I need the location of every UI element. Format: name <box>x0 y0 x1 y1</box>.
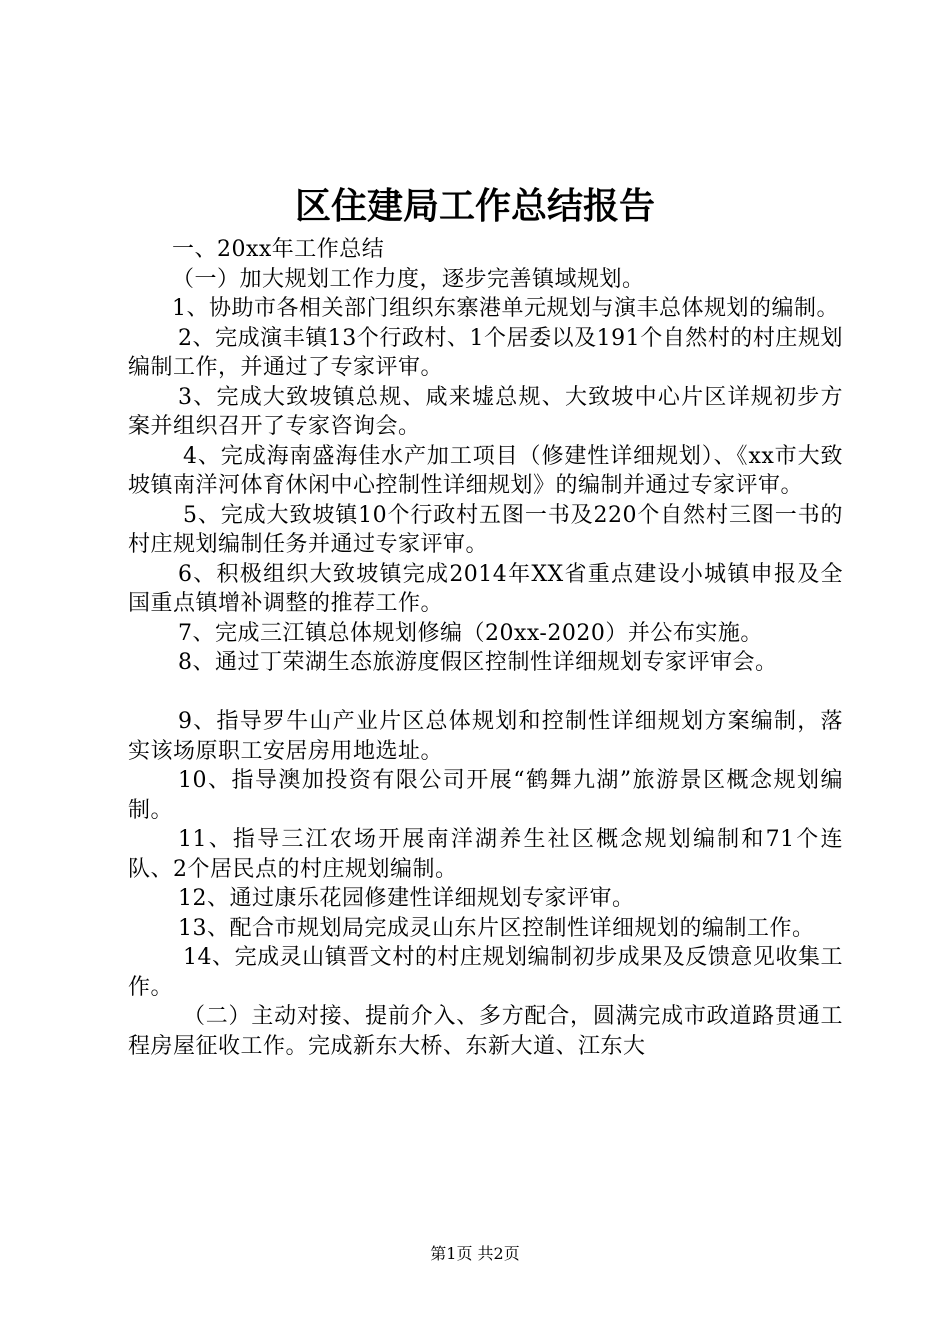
paragraph <box>128 678 843 708</box>
paragraph: 5、完成大致坡镇10个行政村五图一书及220个自然村三图一书的村庄规划编制任务并通过专家评审。 <box>128 502 843 557</box>
paragraph: 12、通过康乐花园修建性详细规划专家评审。 <box>178 886 635 911</box>
page-footer: 第1页 共2页 <box>430 1244 520 1263</box>
paragraph: 10、指导澳加投资有限公司开展“鹤舞九湖”旅游景区概念规划编制。 <box>128 768 843 823</box>
paragraph: 1、协助市各相关部门组织东寨港单元规划与演丰总体规划的编制。 <box>172 296 839 321</box>
paragraph: 9、指导罗牛山产业片区总体规划和控制性详细规划方案编制，落实该场原职工安居房用地选址。 <box>128 709 843 764</box>
paragraph: 4、完成海南盛海佳水产加工项目（修建性详细规划）、《xx市大致坡镇南洋河体育休闲中心控制性详细规划》的编制并通过专家评审。 <box>128 443 843 498</box>
paragraph: （一）加大规划工作力度，逐步完善镇域规划。 <box>172 266 645 292</box>
paragraph: 3、完成大致坡镇总规、咸来墟总规、大致坡中心片区详规初步方案并组织召开了专家咨询会。 <box>128 384 843 439</box>
paragraph: 8、通过丁荣湖生态旅游度假区控制性详细规划专家评审会。 <box>178 650 778 675</box>
paragraph: 11、指导三江农场开展南洋湖养生社区概念规划编制和71个连队、2个居民点的村庄规划编制。 <box>128 827 843 882</box>
document-body <box>128 235 843 1061</box>
paragraph: 7、完成三江镇总体规划修编（20xx-2020）并公布实施。 <box>178 620 763 646</box>
paragraph: 13、配合市规划局完成灵山东片区控制性详细规划的编制工作。 <box>178 915 815 941</box>
paragraph: 14、完成灵山镇晋文村的村庄规划编制初步成果及反馈意见收集工作。 <box>128 945 843 1000</box>
paragraph: 一、20xx年工作总结 <box>172 237 385 262</box>
paragraph: 6、积极组织大致坡镇完成2014年XX省重点建设小城镇申报及全国重点镇增补调整的推荐工作。 <box>128 561 843 616</box>
paragraph: 2、完成演丰镇13个行政村、1个居委以及191个自然村的村庄规划编制工作，并通过了专家评审。 <box>128 325 843 380</box>
paragraph: （二）主动对接、提前介入、多方配合，圆满完成市政道路贯通工程房屋征收工作。完成新东大桥、东新大道、江东大 <box>128 1004 843 1059</box>
page-title: 区住建局工作总结报告 <box>294 186 655 227</box>
